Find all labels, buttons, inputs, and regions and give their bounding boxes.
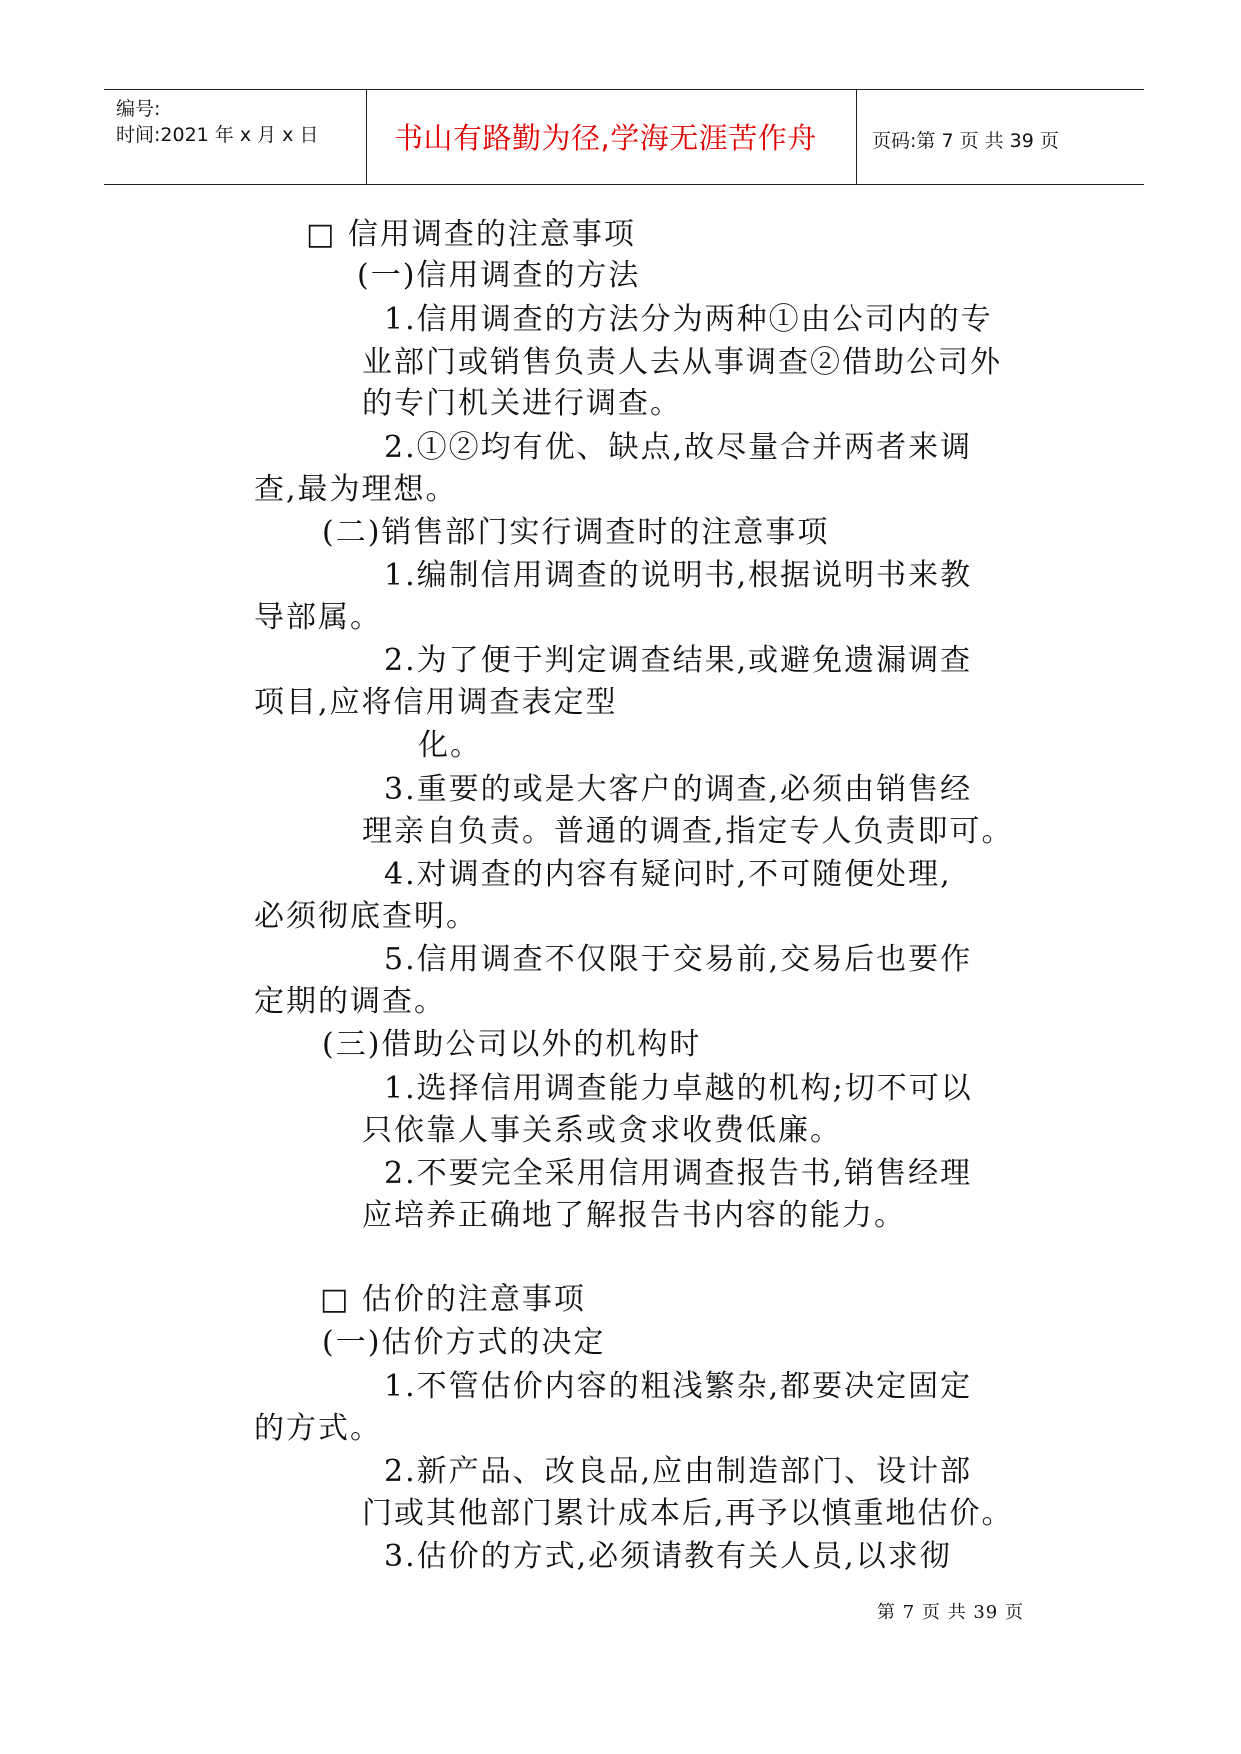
section-heading-estimate: □ 估价的注意事项 [320,1282,586,1317]
header-divider-right [856,90,857,184]
body-line: 4.对调查的内容有疑问时,不可随便处理, [384,857,952,892]
body-line: 1.选择信用调查能力卓越的机构;切不可以 [384,1071,973,1106]
body-line: 1.编制信用调查的说明书,根据说明书来教 [384,558,973,593]
motto-text: 书山有路勤为径,学海无涯苦作舟 [394,121,817,155]
body-line: 必须彻底查明。 [254,899,478,934]
body-line: 应培养正确地了解报告书内容的能力。 [362,1198,906,1233]
body-line: 2.不要完全采用信用调查报告书,销售经理 [384,1156,973,1191]
body-line: 2.①②均有优、缺点,故尽量合并两者来调 [384,430,973,465]
body-line: 3.估价的方式,必须请教有关人员,以求彻 [384,1539,952,1574]
body-line: 查,最为理想。 [254,472,458,507]
body-line: 3.重要的或是大客户的调查,必须由销售经 [384,772,973,807]
body-line: 导部属。 [254,600,382,635]
section-heading-credit: □ 信用调查的注意事项 [306,217,636,252]
subsection-heading: (一)估价方式的决定 [322,1325,606,1360]
body-line: 只依靠人事关系或贪求收费低廉。 [362,1113,842,1148]
body-line: 2.新产品、改良品,应由制造部门、设计部 [384,1454,973,1489]
subsection-heading: (三)借助公司以外的机构时 [322,1027,702,1062]
subsection-heading: (一)信用调查的方法 [357,258,641,293]
body-line: 业部门或销售负责人去从事调查②借助公司外 [362,345,1002,380]
page-number-label: 页码:第 7 页 共 39 页 [872,130,1059,152]
body-line: 2.为了便于判定调查结果,或避免遗漏调查 [384,643,973,678]
body-line: 5.信用调查不仅限于交易前,交易后也要作 [384,942,973,977]
page-footer: 第 7 页 共 39 页 [877,1602,1024,1623]
page-header [104,89,1144,185]
body-line: 的专门机关进行调查。 [362,386,682,421]
body-line: 项目,应将信用调查表定型 [254,685,618,720]
body-line: 理亲自负责。普通的调查,指定专人负责即可。 [362,814,1014,849]
body-line: 门或其他部门累计成本后,再予以慎重地估价。 [362,1496,1014,1531]
body-line: 化。 [418,728,482,763]
body-line: 1.不管估价内容的粗浅繁杂,都要决定固定 [384,1369,973,1404]
header-divider-left [366,90,367,184]
subsection-heading: (二)销售部门实行调查时的注意事项 [322,515,830,550]
serial-number-label: 编号: [116,98,161,120]
body-line: 的方式。 [254,1411,382,1446]
body-line: 1.信用调查的方法分为两种①由公司内的专 [384,302,993,337]
body-line: 定期的调查。 [254,984,446,1019]
time-label: 时间:2021 年 x 月 x 日 [116,124,319,146]
